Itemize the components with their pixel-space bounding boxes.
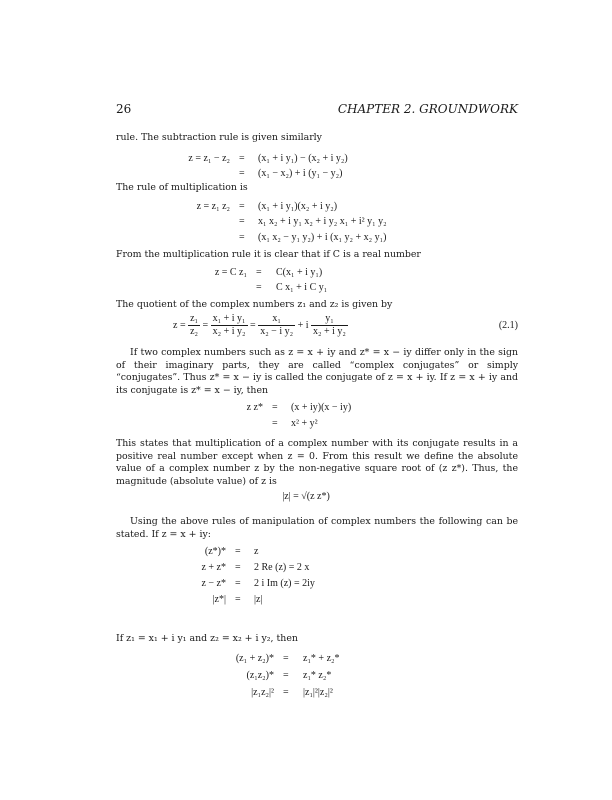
eq-op: = [283,670,289,681]
eq-op: = [239,232,245,243]
eq-lhs: z = z₁ − z₂ [188,153,230,164]
fraction-real-part [258,313,295,338]
denominator: x₂ + i y₂ [313,326,346,337]
paragraph-if-z1-z2: If z₁ = x₁ + i y₁ and z₂ = x₂ + i y₂, then [116,633,298,644]
eq-op: = [235,562,241,573]
eq-op: = [250,319,256,331]
eq-quotient [173,313,348,338]
eq-rhs: (x₁ − x₂) + i (y₁ − y₂) [258,168,343,179]
eq-rhs: (x₁ + i y₁)(x₂ + i y₂) [258,201,338,212]
eq-op: = [272,402,278,413]
eq-lhs: z = z₁ z₂ [196,201,230,212]
eq-op: = [256,267,262,278]
eq-op: = [235,594,241,605]
eq-op: = [283,653,289,664]
eq-op: = [235,546,241,557]
eq-rhs: 2 i Im (z) = 2iy [254,578,315,589]
page-number: 26 [116,102,132,116]
eq-abs: |z| = √(z z*) [282,491,330,502]
eq-lhs: z − z* [201,578,226,589]
paragraph-rules: Using the above rules of manipulation of complex numbers the following can be stated. If z = x + iy: [116,516,518,540]
running-title: CHAPTER 2. GROUNDWORK [337,102,518,116]
eq-op: = [272,418,278,429]
eq-op: = [239,168,245,179]
eq-rhs: z [254,546,259,557]
eq-lhs: |z*| [212,594,226,605]
numerator: z₁ [190,313,199,324]
eq-op: = [239,216,245,227]
eq-op: = [202,319,209,331]
numerator: x₁ [258,313,295,326]
eq-op: = [235,578,241,589]
eq-op: = [239,201,245,212]
eq-lhs: z = C z₁ [214,267,247,278]
eq-lhs: z + z* [201,562,226,573]
paragraph-subtraction: rule. The subtraction rule is given similarly [116,132,322,143]
eq-rhs: 2 Re (z) = 2 x [254,562,310,573]
numerator: y₁ [311,313,348,326]
eq-absolute-value [0,491,612,502]
eq-op: = [283,687,289,698]
eq-rhs: z₁* z₂* [303,670,332,681]
eq-rhs: x₁ x₂ + i y₁ x₂ + i y₂ x₁ + i² y₁ y₂ [258,216,387,227]
numerator: x₁ + i y₁ [212,313,246,324]
eq-lhs: (z₁z₂)* [246,670,274,681]
eq-rhs: |z| [254,594,263,605]
denominator: x₂ + i y₂ [212,326,246,337]
eq-rhs: (x + iy)(x − iy) [291,402,352,413]
equation-number: (2.1) [498,320,518,331]
paragraph-real-number: From the multiplication rule it is clear that if C is a real number [116,249,421,260]
eq-op: = [239,153,245,164]
eq-lhs: |z₁z₂|² [251,687,274,698]
eq-rhs: (x₁ x₂ − y₁ y₂) + i (x₁ y₂ + x₂ y₁) [258,232,387,243]
eq-lhs: z z* [246,402,263,413]
paragraph-magnitude: This states that multiplication of a complex number with its conjugate results in a positive real number except when z = 0. From this result we define the absolute value of a complex number z by the non-negative square root of (z z*). Thus, the magnitude (absolute value) of z is [116,438,518,487]
fraction-expanded [211,313,248,338]
denominator: z₂ [190,326,199,337]
eq-rhs: C x₁ + i C y₁ [276,282,328,293]
eq-lhs: (z₁ + z₂)* [235,653,274,664]
eq-rhs: z₁* + z₂* [303,653,340,664]
eq-rhs: |z₁|²|z₂|² [303,687,333,698]
eq-lhs: (z*)* [204,546,226,557]
eq-op: = [256,282,262,293]
denominator: x₂ − i y₂ [260,326,294,337]
paragraph-conjugates: If two complex numbers such as z = x + iy and z* = x − iy differ only in the sign of their imaginary parts, they are called “complex conjugates” or simply “conjugates”. Thus z* = x − iy is called the conjugate of z = x + iy. If z = x + iy and its conjugate is z* = x − iy, then [116,347,518,396]
paragraph-multiplication: The rule of multiplication is [116,182,248,193]
eq-lhs: z = [173,319,186,331]
eq-rhs: (x₁ + i y₁) − (x₂ + i y₂) [258,153,348,164]
fraction-imag-part [311,313,348,338]
fraction-z1-z2 [188,313,200,338]
eq-rhs: C(x₁ + i y₁) [276,267,323,278]
paragraph-quotient: The quotient of the complex numbers z₁ and z₂ is given by [116,299,393,310]
plus-i: + i [297,319,309,331]
eq-rhs: x² + y² [291,418,318,429]
